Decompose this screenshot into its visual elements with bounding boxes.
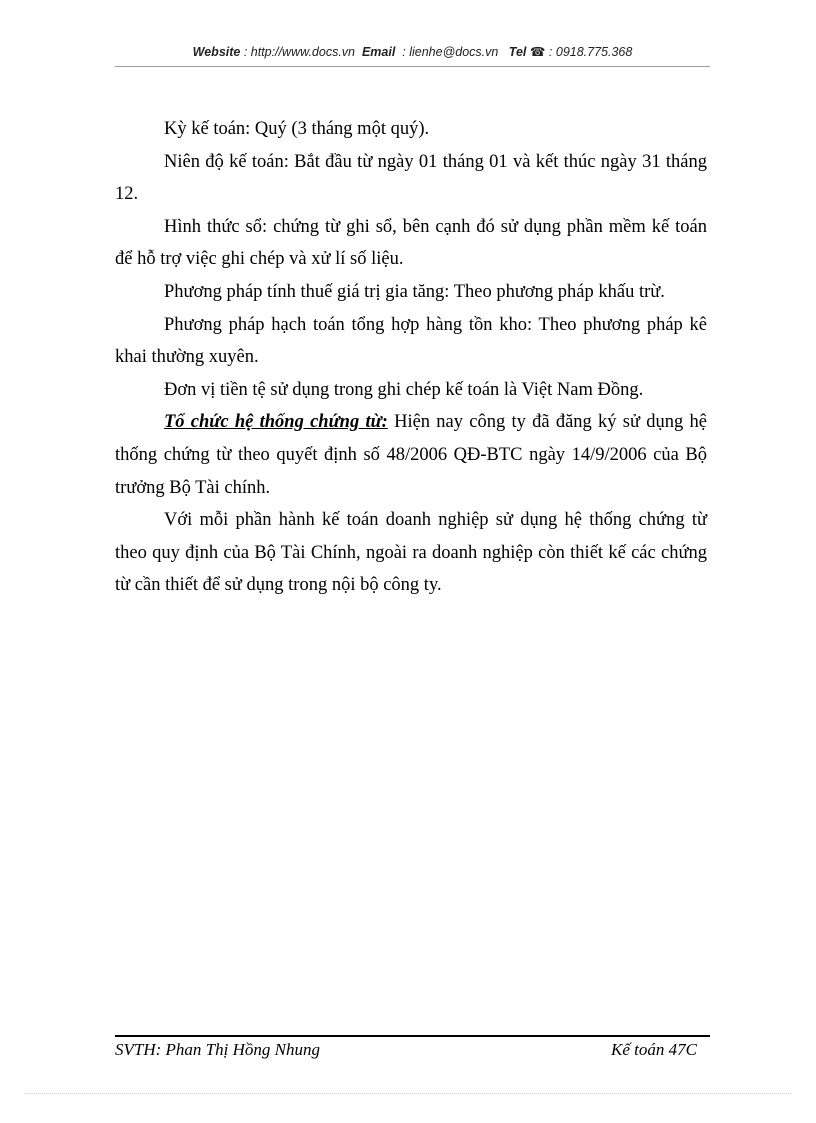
email-address[interactable]: lienhe@docs.vn — [409, 45, 499, 59]
footer-divider — [115, 1035, 710, 1037]
voucher-system-heading: Tổ chức hệ thống chứng từ: — [164, 412, 388, 433]
page-header — [115, 44, 710, 59]
footer-student-name: SVTH: Phan Thị Hồng Nhung — [115, 1040, 320, 1059]
page-bottom-border — [25, 1093, 791, 1094]
document-body — [115, 113, 707, 602]
paragraph-voucher-usage: Với mỗi phần hành kế toán doanh nghiệp sử dụng hệ thống chứng từ theo quy định của Bộ Tài Chính, ngoài ra doanh nghiệp còn thiết kế các chứng từ cần thiết để sử dụng trong nội bộ công ty. — [115, 510, 707, 596]
tel-separator: : — [545, 45, 556, 59]
paragraph-accounting-period: Kỳ kế toán: Quý (3 tháng một quý). — [164, 119, 430, 139]
paragraph-bookkeeping-form: Hình thức sổ: chứng từ ghi sổ, bên cạnh đó sử dụng phần mềm kế toán để hỗ trợ việc ghi chép và xử lí số liệu. — [115, 216, 707, 270]
paragraph-voucher-system — [115, 406, 707, 504]
email-label: Email — [361, 45, 396, 59]
website-separator: : — [240, 45, 251, 59]
paragraph-currency: Đơn vị tiền tệ sử dụng trong ghi chép kế toán là Việt Nam Đồng. — [164, 379, 644, 400]
website-url[interactable]: http://www.docs.vn — [250, 45, 355, 59]
paragraph-fiscal-year: Niên độ kế toán: Bắt đầu từ ngày 01 tháng 01 và kết thúc ngày 31 tháng 12. — [115, 151, 707, 205]
footer-class: Kế toán 47C — [611, 1040, 697, 1059]
header-divider — [115, 66, 710, 67]
paragraph-inventory-method: Phương pháp hạch toán tổng hợp hàng tồn kho: Theo phương pháp kê khai thường xuyên. — [115, 314, 707, 368]
page-footer — [115, 1040, 697, 1060]
website-label: Website — [192, 45, 241, 59]
voucher-system-text: Hiện nay công ty đã đăng ký sử dụng hệ thống chứng từ theo quyết định số 48/2006 QĐ-BTC ngày 14/9/2006 của Bộ trưởng Bộ Tài chính. — [115, 412, 707, 498]
tel-label: Tel — [508, 45, 527, 59]
paragraph-vat-method: Phương pháp tính thuế giá trị gia tăng: Theo phương pháp khấu trừ. — [164, 281, 665, 302]
tel-number: 0918.775.368 — [555, 45, 633, 59]
email-separator: : — [398, 45, 410, 59]
phone-icon: ☎ — [529, 45, 546, 59]
